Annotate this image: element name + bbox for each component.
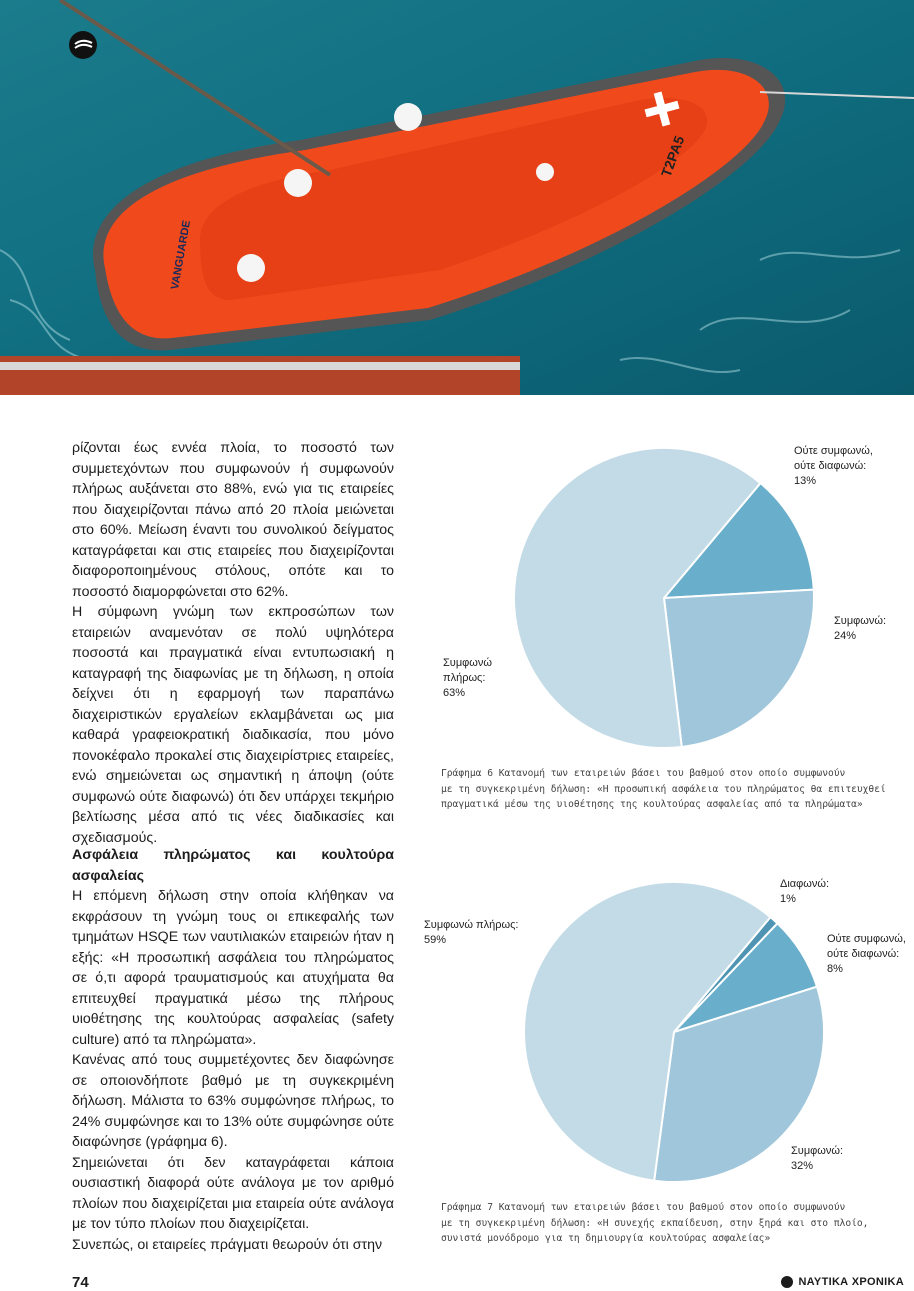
slice-label: Συμφωνώ: 24% [834,615,887,642]
hero-photo-lifeboat [0,0,914,395]
ship-deck-rail [0,356,520,395]
paragraph: ρίζονται έως εννέα πλοία, το ποσοστό των συμμετεχόντων που συμφωνούν ή συμφωνούν πλήρως αυξάνεται στο 88%, ενώ για τις εταιρείες που διαχειρίζονται πάνω από 20 πλοία μειώνεται στο 60%. Μείωση έναντι του συνολικού δείγματος καταγράφεται και στις εταιρείες που διαχειρίζονται διαφοροποιημένους στόλους, οπότε και το ποσοστό διαμορφώνεται στο 62%. [72,440,394,600]
paragraph: Η σύμφωνη γνώμη των εκπροσώπων των εταιρειών αναμενόταν σε πολύ υψηλότερα ποσοστά και πραγματικά είναι εντυπωσιακή η καταγραφή της διαφωνίας με τη δήλωση, η οποία δείχνει ότι η εφαρμογή των παραπάνω διαχειριστικών εργαλείων εκλαμβάνεται ως μια καθαρά γραφειοκρατική διαδικασία, που μόνο πονοκέφαλο προκαλεί στις διαχειρίστριες εταιρείες, ενώ σημειώνεται ως σημαντική η άποψη (ούτε συμφωνώ ούτε διαφωνώ) ότι δεν υπάρχει τεκμήριο βελτίωσης μέσα από τις νέες διαδικασίες και σχεδιασμούς. [72,604,394,846]
publication-logo-icon [781,1276,793,1288]
publication-name [781,1276,904,1288]
chart-6-caption: Γράφημα 6 Κατανομή των εταιρειών βάσει του βαθμού στον οποίο συμφωνούν με τη συγκεκριμένη δήλωση: «Η προσωπική ασφάλεια του πληρώματος θα επιτευχθεί πραγματικά μέσω της υιοθέτησης της κουλτούρας ασφαλείας από τα πληρώματα» [441,768,886,810]
paragraph: Κανένας από τους συμμετέχοντες δεν διαφώνησε σε οποιονδήποτε βαθμό με τη συγκεκριμένη δήλωση. Μάλιστα το 63% συμφώνησε πλήρως, το 24% συμφώνησε και το 13% ούτε συμφώνησε ούτε διαφώνησε (γράφημα 6). [72,1052,394,1150]
ship-deck-stripe [0,362,520,370]
section-heading: Ασφάλεια πληρώματος και κουλτούρα ασφαλείας [72,847,394,884]
pie-chart-6 [430,430,914,760]
chart-7-caption: Γράφημα 7 Κατανομή των εταιρειών βάσει του βαθμού στον οποίο συμφωνούν με τη συγκεκριμένη δήλωση: «Η συνεχής εκπαίδευση, στην ξηρά και στο πλοίο, συνιστά μονόδρομο για τη δημιουργία κουλτούρας ασφαλείας» [441,1202,869,1244]
article-column-bottom [72,845,394,1255]
slice-label: Συμφωνώ: 32% [791,1145,844,1172]
slice-label: Διαφωνώ: 1% [780,878,830,905]
pie-slice [664,590,814,747]
paragraph: Συνεπώς, οι εταιρείες πράγματι θεωρούν ότι στην [72,1236,383,1253]
slice-label: Ούτε συμφωνώ, ούτε διαφωνώ: 8% [827,933,906,975]
boat-name: T2PA5 [657,133,688,180]
paragraph: Σημειώνεται ότι δεν καταγράφεται κάποια ουσιαστική διαφορά ούτε ανάλογα με τον αριθμό πλοίων που διαχειρίζεται μια εταιρεία ούτε ανάλογα με τον τύπο πλοίων που διαχειρίζεται. [72,1154,394,1232]
magazine-logo-icon [68,30,98,60]
publication-label: ΝΑΥΤΙΚΑ ΧΡΟΝΙΚΑ [798,1276,904,1288]
page-number: 74 [72,1274,89,1291]
slice-label: Ούτε συμφωνώ, ούτε διαφωνώ: 13% [794,445,873,487]
boat-brand: VANGUARDE [169,219,194,291]
slice-label: Συμφωνώ πλήρως: 63% [443,657,492,699]
slice-label: Συμφωνώ πλήρως: 59% [424,919,519,946]
pie-chart-7 [424,862,914,1192]
article-column-top [72,438,394,848]
paragraph: Η επόμενη δήλωση στην οποία κλήθηκαν να εκφράσουν τη γνώμη τους οι επικεφαλής των τμημάτων HSQE των ναυτιλιακών εταιρειών ήταν η εξής: «Η προσωπική ασφάλεια του πληρώματος σε ό,τι αφορά τραυματισμούς και ατυχήματα θα επιτευχθεί πραγματικά μέσω της πλήρους υιοθέτησης της κουλτούρας ασφαλείας (safety culture) από τα πληρώματα». [72,888,394,1048]
